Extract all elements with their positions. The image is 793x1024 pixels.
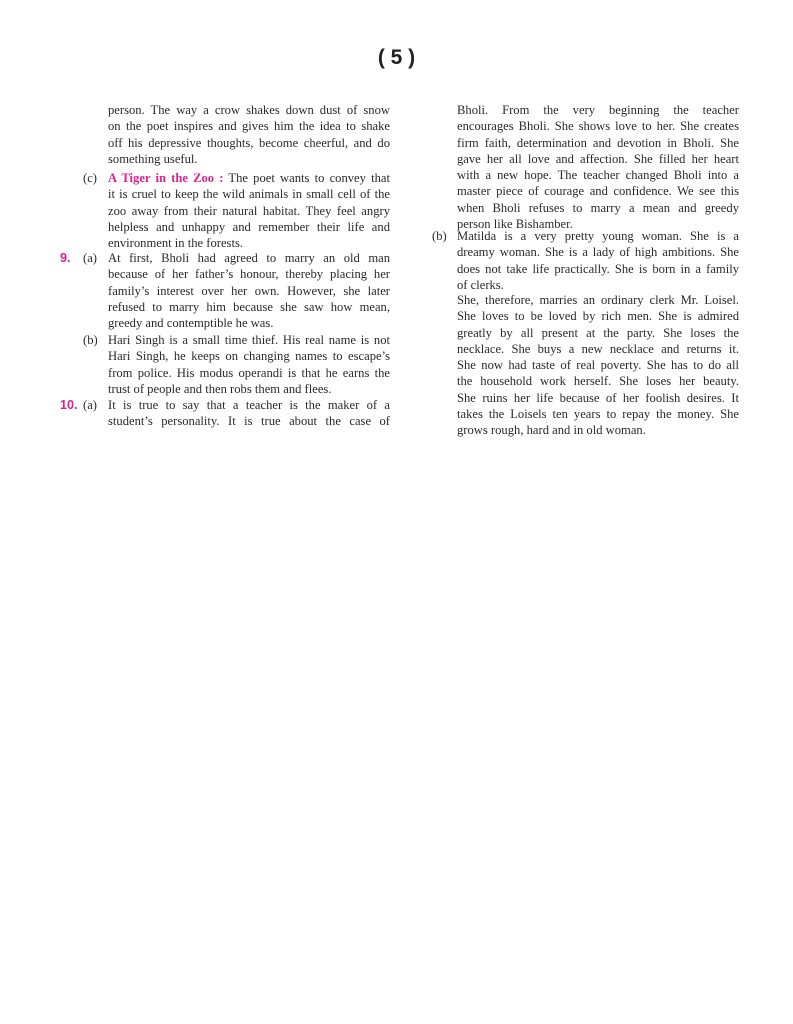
- text-line: something useful.: [108, 151, 198, 166]
- text-line: Hari Singh, he keeps on changing names to escape’s: [108, 349, 390, 364]
- text-line: It is true to say that a teacher is the maker of a: [108, 398, 390, 412]
- sub-part-label: (b): [432, 229, 447, 243]
- text-line: [108, 170, 390, 186]
- text-line: greatly by all present at the party. She loses the: [457, 325, 739, 340]
- text-line: does not take life practically. She is born in a family: [457, 261, 739, 276]
- text-line: gave her all love and affection. She filled her heart: [457, 151, 739, 166]
- text-line: She ruins her life because of her foolish desires. It: [457, 390, 739, 405]
- text-line: encourages Bholi. She shows love to her. She creates: [457, 119, 739, 134]
- poem-title-heading: A Tiger in the Zoo :: [108, 171, 224, 185]
- text-line: of clerks.: [457, 277, 504, 292]
- page-number: ( 5 ): [377, 46, 416, 69]
- text-line: person. The way a crow shakes down dust of snow: [108, 103, 390, 117]
- text-line: because of her father’s honour, thereby placing her: [108, 267, 390, 282]
- sub-part-label: (a): [83, 398, 97, 412]
- text-line: helpless and unhappy and remember their life and: [108, 219, 390, 234]
- text-line: necklace. She buys a new necklace and returns it.: [457, 341, 739, 356]
- text-line: Bholi. From the very beginning the teacher: [457, 103, 739, 117]
- question-number: 9.: [60, 251, 71, 265]
- sub-part-label: (b): [83, 333, 98, 347]
- text-line: takes the Loisels ten years to repay the money. She: [457, 407, 739, 422]
- text-line: She loves to be loved by rich men. She is admired: [457, 309, 739, 324]
- text-line: it is cruel to keep the wild animals in small cell of the: [108, 187, 390, 202]
- text-line: with a new hope. The teacher changed Bholi into a: [457, 168, 739, 183]
- text-line: environment in the forests.: [108, 236, 244, 251]
- text-line: on the poet inspires and gives him the idea to shake: [108, 119, 390, 134]
- text-line: She now had taste of real poverty. She has to do all: [457, 358, 739, 373]
- text-line: from police. His modus operandi is that he earns the: [108, 365, 390, 380]
- text-line-rest: The poet wants to convey that: [223, 171, 391, 185]
- question-number: 10.: [60, 398, 78, 412]
- text-line: dreamy woman. She is a lady of high ambitions. She: [457, 245, 739, 260]
- text-line: student’s personality. It is true about the case of: [108, 414, 390, 429]
- text-line: the household work herself. She loses her beauty.: [457, 374, 739, 389]
- text-line: zoo away from their natural habitat. They feel angry: [108, 203, 390, 218]
- sub-part-label: (a): [83, 251, 97, 265]
- text-line: greedy and contemptible he was.: [108, 316, 274, 331]
- text-line: off his depressive thoughts, become cheerful, and do: [108, 135, 390, 150]
- text-line: grows rough, hard and in old woman.: [457, 423, 646, 438]
- text-line: master piece of courage and confidence. We see this: [457, 184, 739, 199]
- text-line: refused to marry him because she saw how mean,: [108, 299, 390, 314]
- text-line: Matilda is a very pretty young woman. She is a: [457, 229, 739, 243]
- text-line: family’s interest over her own. However, she later: [108, 283, 390, 298]
- text-line: firm faith, determination and devotion in Bholi. She: [457, 135, 739, 150]
- sub-part-label: (c): [83, 171, 97, 185]
- text-line: when Bholi refuses to marry a mean and greedy: [457, 200, 739, 215]
- text-line: trust of people and then robs them and flees.: [108, 381, 332, 396]
- text-line: At first, Bholi had agreed to marry an old man: [108, 251, 390, 265]
- text-line: Hari Singh is a small time thief. His real name is not: [108, 333, 390, 347]
- text-line: person like Bishamber.: [457, 217, 573, 232]
- text-line: She, therefore, marries an ordinary clerk Mr. Loisel.: [457, 293, 739, 307]
